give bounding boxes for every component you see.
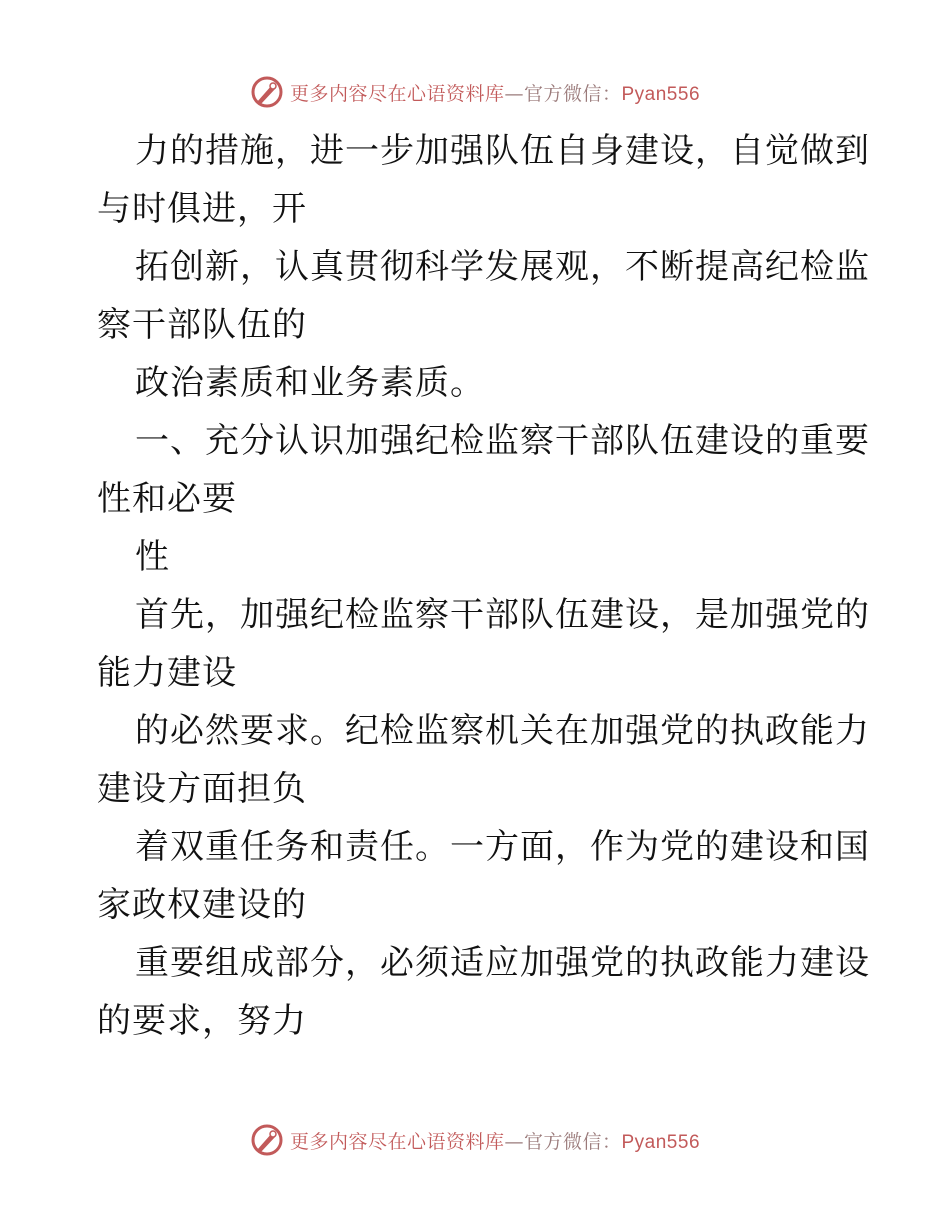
footer-id-text: Pyan556 [621,1131,701,1153]
footer-sub-text: —官方微信： [504,1130,622,1153]
header-main-text: 更多内容尽在心语资料库 [289,82,505,105]
text-line: 力的措施，进一步加强队伍自身建设，自觉做到 [135,131,870,171]
section-heading-cont: 性和必要 [97,479,237,519]
section-heading: 一、充分认识加强纪检监察干部队伍建设的重要 [135,421,870,461]
pen-logo-icon [250,75,284,109]
header-watermark [0,72,950,112]
text-line: 重要组成部分，必须适应加强党的执政能力建设 [135,943,870,983]
footer-watermark [0,1120,950,1160]
text-line: 能力建设 [97,653,237,693]
text-line: 首先，加强纪检监察干部队伍建设，是加强党的 [135,595,870,635]
text-line: 着双重任务和责任。一方面，作为党的建设和国 [135,827,870,867]
section-heading-cont: 性 [135,537,170,577]
header-id-text: Pyan556 [621,83,701,105]
document-body [97,122,870,1050]
text-line: 与时俱进，开 [97,189,307,229]
text-line: 政治素质和业务素质。 [135,363,485,403]
text-line: 建设方面担负 [97,769,307,809]
text-line: 察干部队伍的 [97,305,307,345]
text-line: 家政权建设的 [97,885,307,925]
text-line: 的必然要求。纪检监察机关在加强党的执政能力 [135,711,870,751]
header-sub-text: —官方微信： [504,82,622,105]
pen-logo-icon [250,1123,284,1157]
text-line: 的要求，努力 [97,1001,307,1041]
text-line: 拓创新，认真贯彻科学发展观，不断提高纪检监 [135,247,870,287]
footer-main-text: 更多内容尽在心语资料库 [289,1130,505,1153]
